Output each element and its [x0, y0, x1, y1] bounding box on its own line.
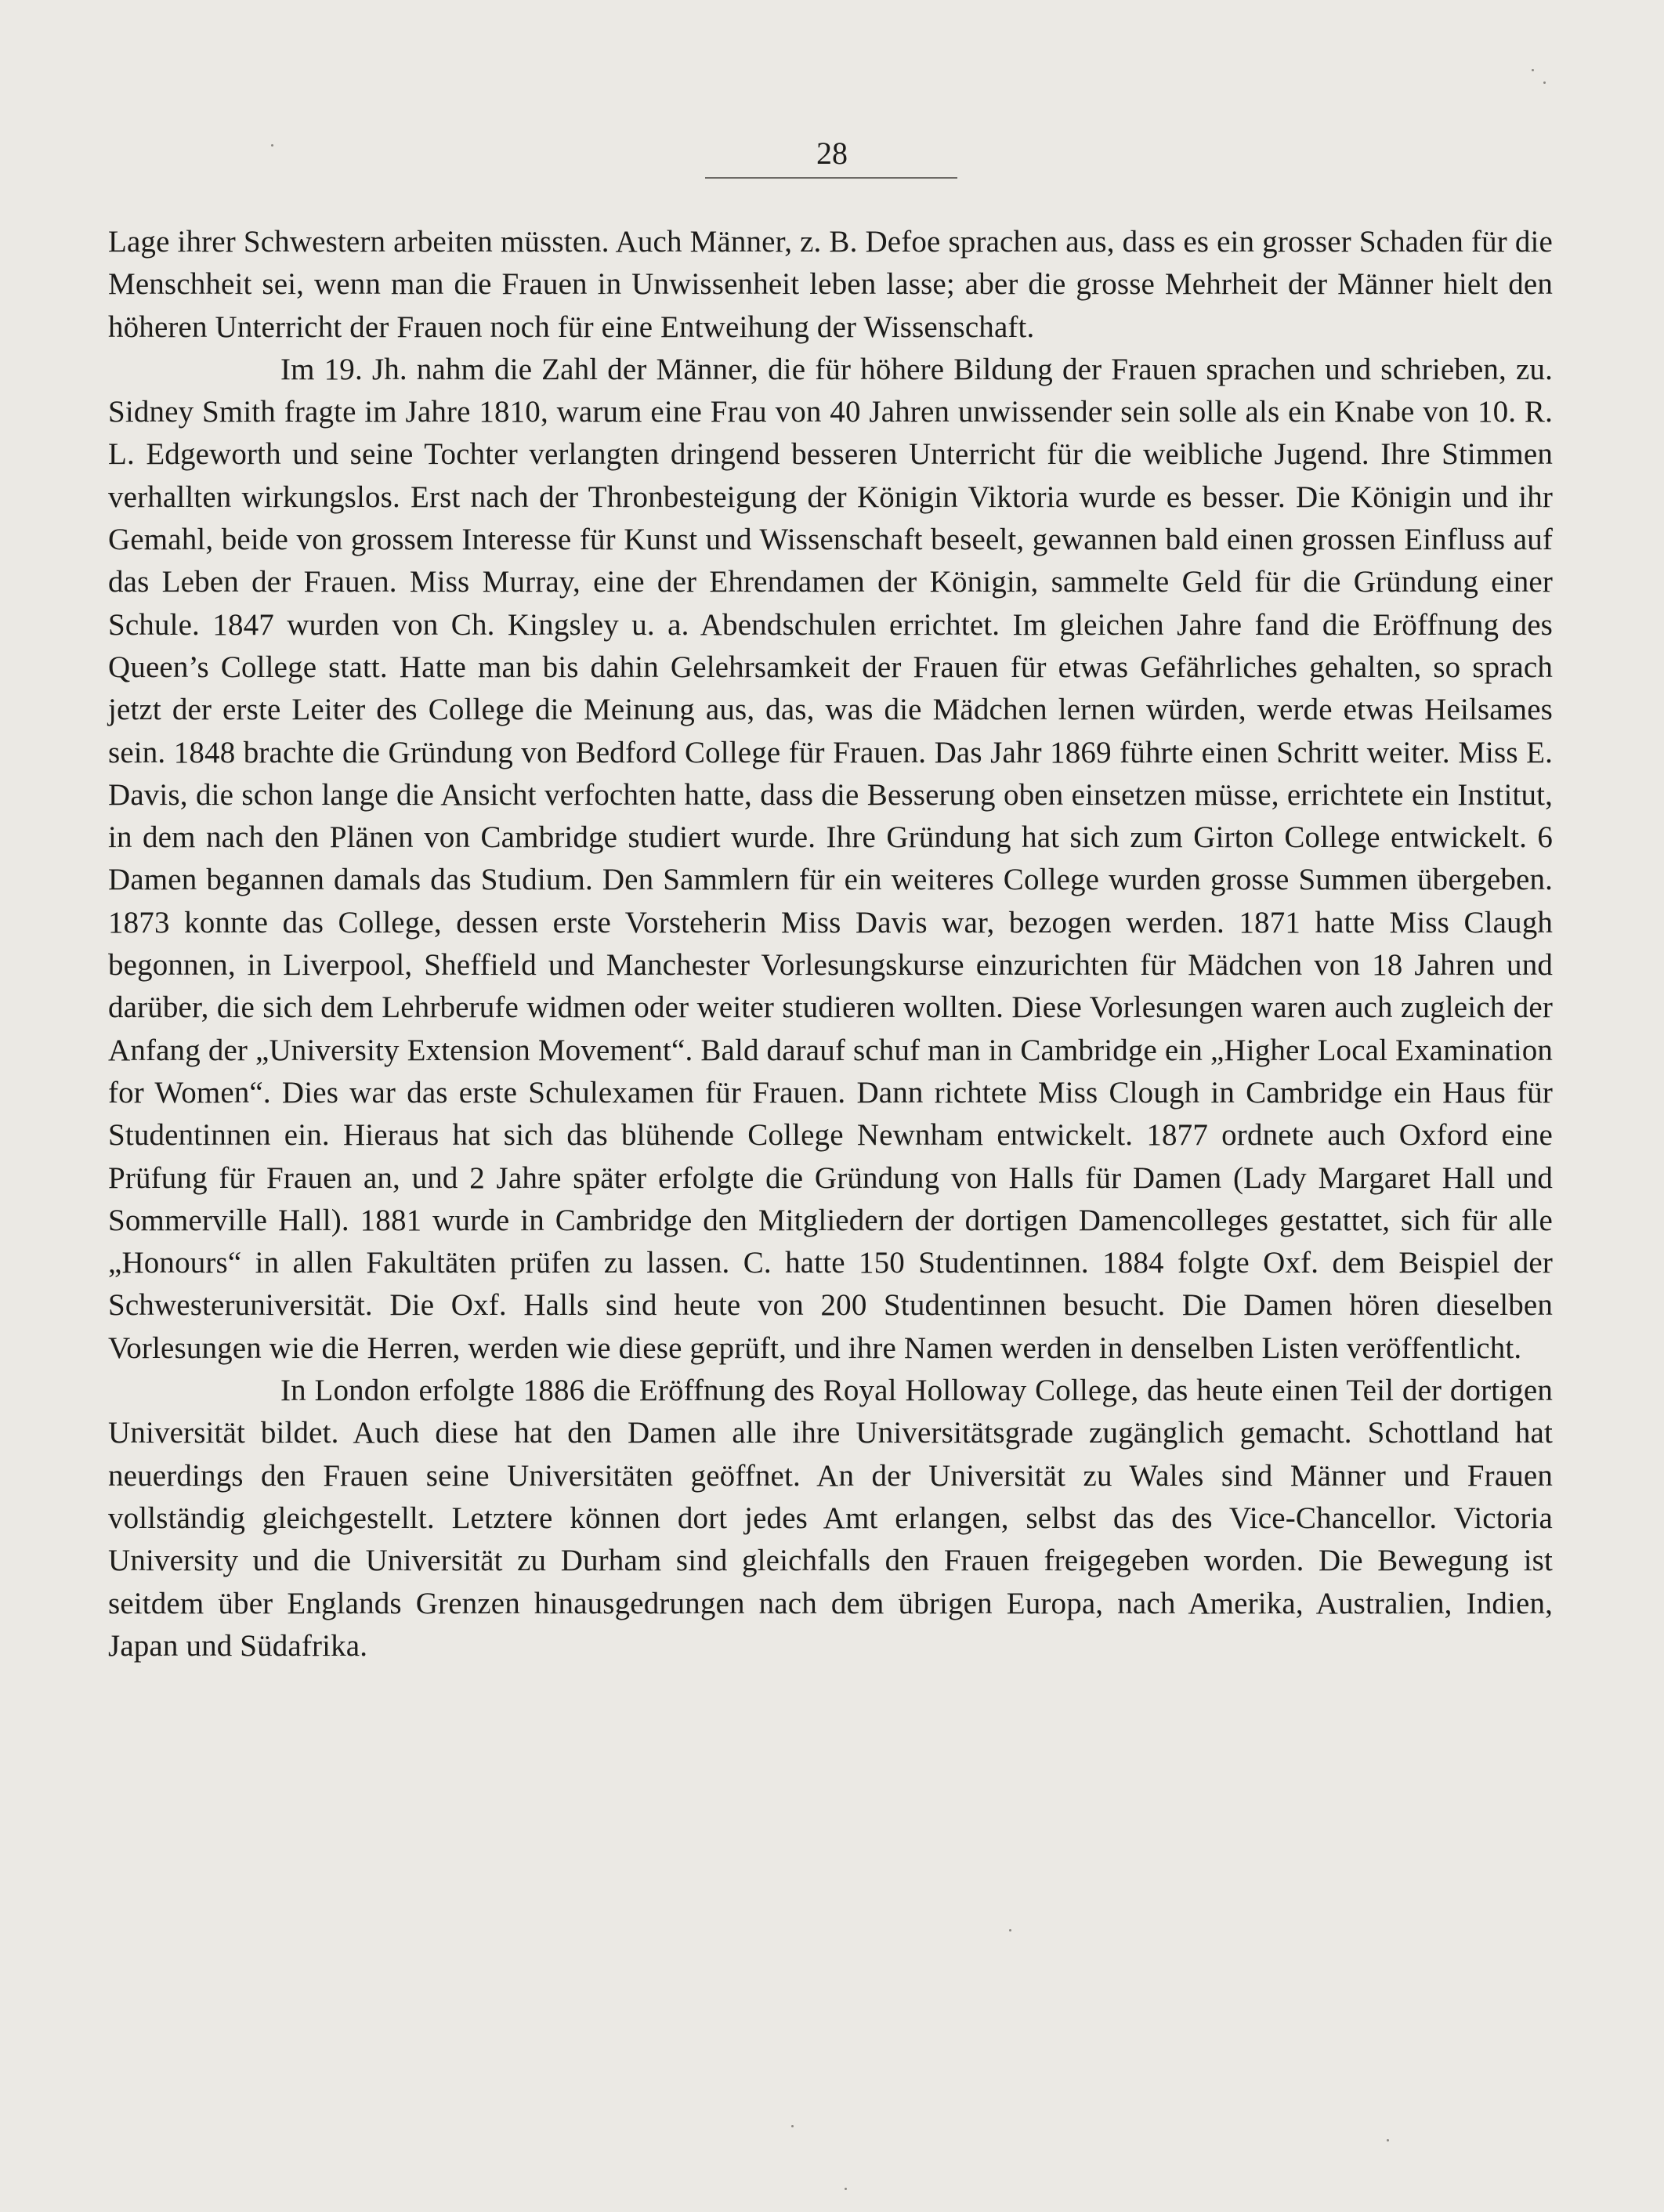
paper-speck	[791, 2125, 794, 2127]
paper-speck	[845, 2188, 847, 2190]
header-rule	[705, 177, 957, 179]
paper-speck	[271, 144, 273, 147]
body-text	[108, 221, 1553, 1667]
paragraph-19th-century: Im 19. Jh. nahm die Zahl der Männer, die für höhere Bildung der Frauen sprachen und schrieben, zu. Sidney Smith fragte im Jahre 1810, warum eine Frau von 40 Jahren unwissender sein solle als ein Knabe von 10. R. L. Edgeworth und seine Tochter verlangten dringend besseren Unterricht für die weibliche Jugend. Ihre Stimmen verhallten wirkungslos. Erst nach der Thronbesteigung der Königin Viktoria wurde es besser. Die Königin und ihr Gemahl, beide von grossem Interesse für Kunst und Wissenschaft beseelt, gewannen bald einen grossen Einfluss auf das Leben der Frauen. Miss Murray, eine der Ehrendamen der Königin, sammelte Geld für die Gründung einer Schule. 1847 wurden von Ch. Kingsley u. a. Abendschulen errichtet. Im gleichen Jahre fand die Eröffnung des Queen’s College statt. Hatte man bis dahin Gelehrsamkeit der Frauen für etwas Gefährliches gehalten, so sprach jetzt der erste Leiter des College die Meinung aus, das, was die Mädchen lernen würden, werde etwas Heilsames sein. 1848 brachte die Gründung von Bedford College für Frauen. Das Jahr 1869 führte einen Schritt weiter. Miss E. Davis, die schon lange die Ansicht verfochten hatte, dass die Besserung oben einsetzen müsse, errichtete ein Institut, in dem nach den Plänen von Cambridge studiert wurde. Ihre Gründung hat sich zum Girton College entwickelt. 6 Damen begannen damals das Studium. Den Sammlern für ein weiteres College wurden grosse Summen übergeben. 1873 konnte das College, dessen erste Vorsteherin Miss Davis war, bezogen werden. 1871 hatte Miss Claugh begonnen, in Liverpool, Sheffield und Manchester Vorlesungskurse einzurichten für Mädchen von 18 Jahren und darüber, die sich dem Lehrberufe widmen oder weiter studieren wollten. Diese Vorlesungen waren auch zugleich der Anfang der „University Extension Movement“. Bald darauf schuf man in Cambridge ein „Higher Local Examination for Women“. Dies war das erste Schulexamen für Frauen. Dann richtete Miss Clough in Cambridge ein Haus für Studentinnen ein. Hieraus hat sich das blühende College Newnham entwickelt. 1877 ordnete auch Oxford eine Prüfung für Frauen an, und 2 Jahre später erfolgte die Gründung von Halls für Damen (Lady Margaret Hall und Sommerville Hall). 1881 wurde in Cambridge den Mitgliedern der dortigen Damencolleges gestattet, sich für alle „Honours“ in allen Fakultäten prüfen zu lassen. C. hatte 150 Studentinnen. 1884 folgte Oxf. dem Beispiel der Schwesteruniversität. Die Oxf. Halls sind heute von 200 Studentinnen besucht. Die Damen hören dieselben Vorlesungen wie die Herren, werden wie diese geprüft, und ihre Namen werden in denselben Listen veröffentlicht.	[108, 352, 1553, 1365]
paper-speck	[1387, 2139, 1389, 2141]
paper-speck	[1543, 81, 1546, 84]
paper-speck	[1532, 69, 1534, 71]
paragraph-continuation: Lage ihrer Schwestern arbeiten müssten. Auch Männer, z. B. Defoe sprachen aus, dass es ein grosser Schaden für die Menschheit sei, wenn man die Frauen in Unwissenheit leben lasse; aber die grosse Mehrheit der Männer hielt den höheren Unterricht der Frauen noch für eine Entweihung der Wissenschaft.	[108, 225, 1553, 344]
page-number: 28	[816, 136, 848, 171]
paper-speck	[1009, 1929, 1011, 1931]
paragraph-london: In London erfolgte 1886 die Eröffnung des Royal Holloway College, das heute einen Teil der dortigen Universität bildet. Auch diese hat den Damen alle ihre Universitätsgrade zugänglich gemacht. Schottland hat neuerdings den Frauen seine Universitäten geöffnet. An der Universität zu Wales sind Männer und Frauen vollständig gleichgestellt. Letztere können dort jedes Amt erlangen, selbst das des Vice-Chancellor. Victoria University und die Universität zu Durham sind gleichfalls den Frauen freigegeben worden. Die Bewegung ist seitdem über Englands Grenzen hinausgedrungen nach dem übrigen Europa, nach Amerika, Australien, Indien, Japan und Südafrika.	[108, 1374, 1553, 1663]
